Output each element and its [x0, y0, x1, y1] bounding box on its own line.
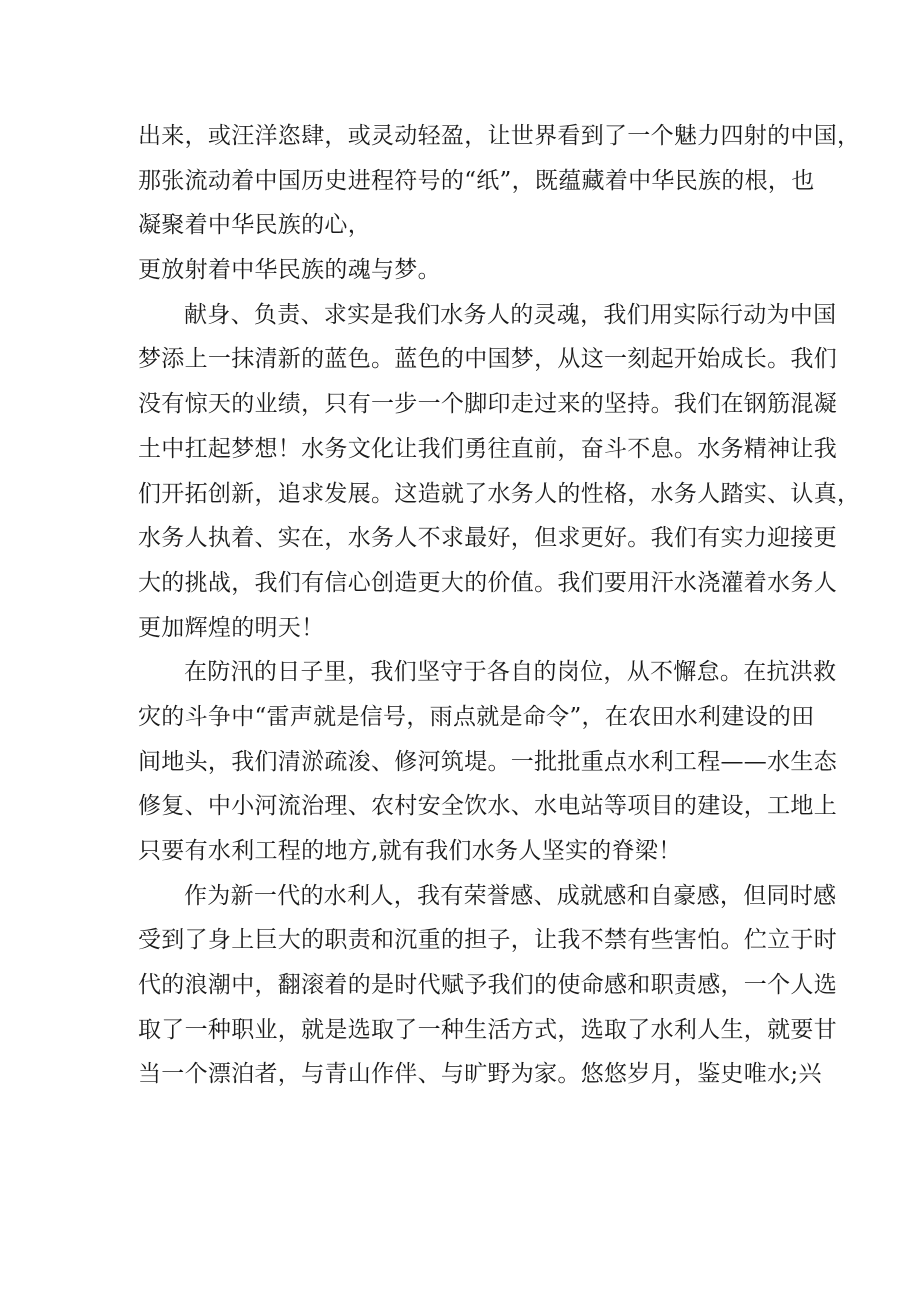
text-line: 梦添上一抹清新的蓝色。蓝色的中国梦，从这一刻起开始成长。我们	[138, 346, 837, 373]
document-page	[138, 114, 861, 1097]
text-line: 当一个漂泊者，与青山作伴、与旷野为家。悠悠岁月，鉴史唯水;兴	[138, 1061, 822, 1088]
text-line: 没有惊天的业绩，只有一步一个脚印走过来的坚持。我们在钢筋混凝	[138, 391, 837, 418]
text-line: 修复、中小河流治理、农村安全饮水、水电站等项目的建设，工地上	[138, 793, 837, 820]
paragraph-start-line: 作为新一代的水利人，我有荣誉感、成就感和自豪感，但同时感	[184, 882, 837, 909]
text-line: 凝聚着中华民族的心，	[138, 212, 371, 239]
text-line: 们开拓创新，追求发展。这造就了水务人的性格，水务人踏实、认真，	[138, 480, 861, 507]
text-line: 那张流动着中国历史进程符号的“纸”，既蕴藏着中华民族的根，也	[138, 167, 815, 194]
paragraph-start-line: 在防汛的日子里，我们坚守于各自的岗位，从不懈怠。在抗洪救	[184, 659, 837, 686]
text-line: 出来，或汪洋恣肆，或灵动轻盈，让世界看到了一个魅力四射的中国，	[138, 123, 861, 149]
text-line: 代的浪潮中，翻滚着的是时代赋予我们的使命感和职责感，一个人选	[138, 972, 837, 999]
paragraph-start-line: 献身、负责、求实是我们水务人的灵魂，我们用实际行动为中国	[184, 301, 837, 328]
text-line: 更加辉煌的明天！	[138, 614, 325, 641]
text-line: 水务人执着、实在，水务人不求最好，但求更好。我们有实力迎接更	[138, 525, 837, 552]
text-line: 土中扛起梦想！水务文化让我们勇往直前，奋斗不息。水务精神让我	[138, 435, 837, 462]
text-line: 受到了身上巨大的职责和沉重的担子，让我不禁有些害怕。伫立于时	[138, 927, 837, 954]
text-line: 更放射着中华民族的魂与梦。	[138, 257, 441, 284]
text-line: 取了一种职业，就是选取了一种生活方式，选取了水利人生，就要甘	[138, 1016, 837, 1043]
text-line: 大的挑战，我们有信心创造更大的价值。我们要用汗水浇灌着水务人	[138, 569, 837, 596]
text-line: 间地头，我们清淤疏浚、修河筑堤。一批批重点水利工程——水生态	[138, 748, 837, 775]
text-line: 只要有水利工程的地方,就有我们水务人坚实的脊梁！	[138, 838, 682, 864]
text-line: 灾的斗争中“雷声就是信号，雨点就是命令”，在农田水利建设的田	[138, 703, 815, 730]
